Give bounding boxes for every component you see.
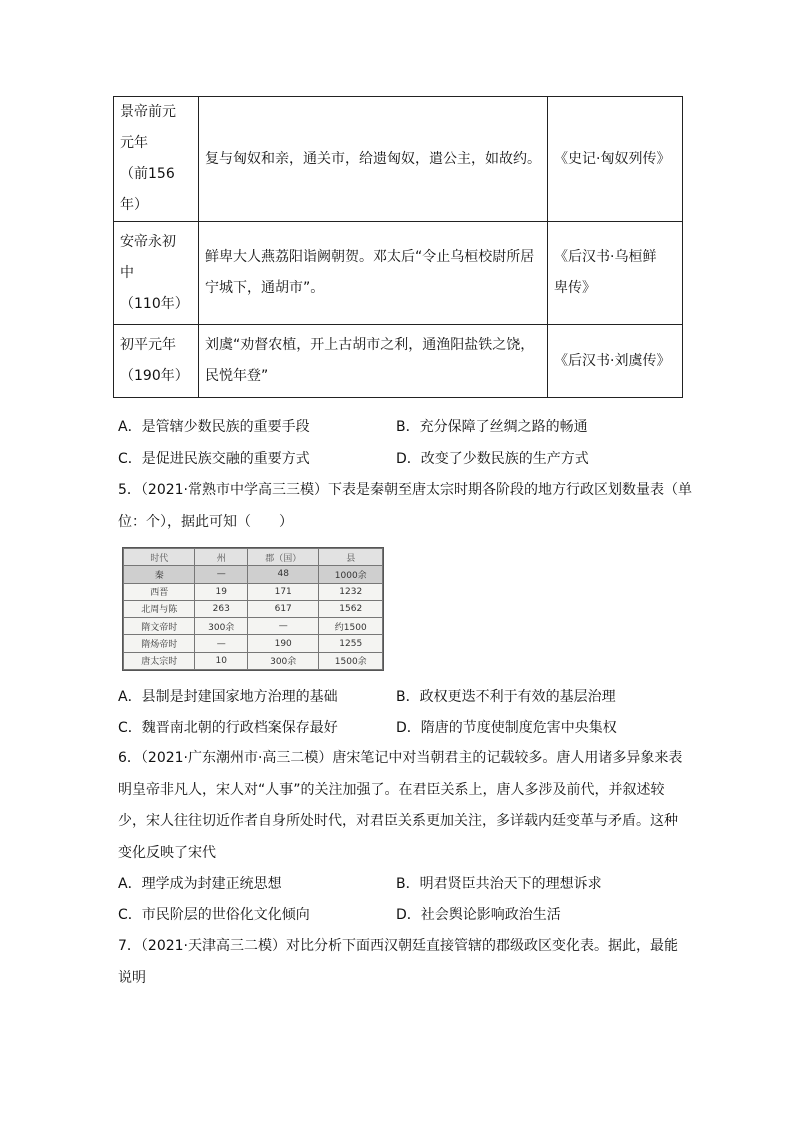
q7-stem: 7．（2021·天津高三二模）对比分析下面西汉朝廷直接管辖的郡级政区变化表。据此，最能 说明	[118, 938, 678, 986]
table-row	[114, 325, 683, 398]
table-header-row: 时代 州 郡（国） 县	[124, 549, 383, 566]
table-row: 隋文帝时 300余 — 约1500	[124, 618, 383, 635]
table-row	[114, 222, 683, 325]
q4-option-b: B．充分保障了丝绸之路的畅通	[396, 419, 588, 435]
q6-option-c: C．市民阶层的世俗化文化倾向	[118, 907, 310, 923]
source-cell: 《史记·匈奴列传》	[548, 97, 683, 222]
q5-stem: 5．（2021·常熟市中学高三三模）下表是秦朝至唐太宗时期各阶段的地方行政区划数量表（单 位：个），据此可知（ ）	[118, 482, 692, 530]
event-cell: 刘虞“劝督农植，开上古胡市之利，通渔阳盐铁之饶， 民悦年登”	[199, 325, 548, 398]
q4-option-a: A．是管辖少数民族的重要手段	[118, 419, 310, 435]
table-row	[114, 97, 683, 222]
period-cell: 安帝永初 中 （110年）	[114, 222, 199, 325]
q5-district-table	[122, 547, 384, 671]
table-row: 唐太宗时 10 300余 1500余	[124, 652, 383, 669]
event-cell: 鲜卑大人燕荔阳诣阙朝贺。邓太后“令止乌桓校尉所居 宁城下，通胡市”。	[199, 222, 548, 325]
q6-option-d: D．社会舆论影响政治生活	[396, 907, 561, 923]
q5-option-d: D．隋唐的节度使制度危害中央集权	[396, 720, 617, 736]
table-row: 秦 — 48 1000余	[124, 566, 383, 583]
source-cell: 《后汉书·刘虞传》	[548, 325, 683, 398]
history-table	[113, 96, 683, 398]
period-cell: 景帝前元 元年 （前156年）	[114, 97, 199, 222]
table-row: 隋炀帝时 — 190 1255	[124, 635, 383, 652]
q4-option-d: D．改变了少数民族的生产方式	[396, 451, 589, 467]
table-row: 北周与陈 263 617 1562	[124, 600, 383, 617]
source-cell: 《后汉书·乌桓鲜 卑传》	[548, 222, 683, 325]
q6-option-b: B．明君贤臣共治天下的理想诉求	[396, 876, 602, 892]
q5-option-a: A．县制是封建国家地方治理的基础	[118, 689, 338, 705]
q6-stem: 6．（2021·广东潮州市·高三二模）唐宋笔记中对当朝君主的记载较多。唐人用诸多异象来表 明皇帝非凡人，宋人对“人事”的关注加强了。在君臣关系上，唐人多涉及前代，并叙述较 少，宋人往往切近作者自身所处时代，对君臣关系更加关注，多详载内廷变革与矛盾。这种 变化反映了宋代	[118, 750, 683, 861]
event-cell: 复与匈奴和亲，通关市，给遗匈奴，遣公主，如故约。	[199, 97, 548, 222]
table-row: 西晋 19 171 1232	[124, 583, 383, 600]
q5-option-c: C．魏晋南北朝的行政档案保存最好	[118, 720, 338, 736]
q6-option-a: A．理学成为封建正统思想	[118, 876, 282, 892]
period-cell: 初平元年 （190年）	[114, 325, 199, 398]
q5-option-b: B．政权更迭不利于有效的基层治理	[396, 689, 616, 705]
q4-option-c: C．是促进民族交融的重要方式	[118, 451, 310, 467]
